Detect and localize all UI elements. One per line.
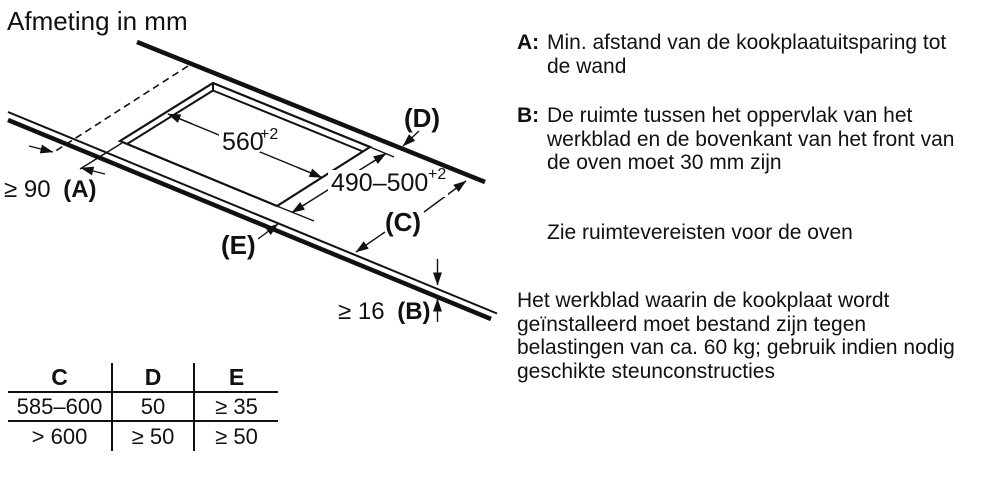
dim-490-extension-bottom [278, 207, 314, 222]
dim-a-value: ≥ 90 [4, 176, 51, 203]
note-a-label: A: [517, 31, 540, 54]
table-cell-r2-c: > 600 [8, 422, 113, 451]
dim-560-arrow-left [168, 114, 192, 124]
dim-b-value: ≥ 16 [338, 298, 385, 325]
label-c-arrow-down [356, 232, 385, 252]
note-b-label: B: [517, 104, 540, 127]
dim-b-label: (B) [397, 298, 431, 325]
label-d-text: (D) [404, 103, 441, 133]
dim-a-text [4, 176, 97, 203]
spec-table [8, 363, 278, 451]
dim-490-arrow-top [372, 154, 386, 163]
dim-a-arrow-left [29, 146, 53, 152]
table-cell-r2-d: ≥ 50 [113, 422, 195, 451]
note-a [517, 31, 955, 78]
dim-a-arrow-right [81, 168, 105, 174]
dim-560-arrow-right [298, 168, 322, 178]
label-d-arrow [403, 131, 419, 146]
table-header-e: E [195, 363, 278, 393]
table-cell-r1-d: 50 [113, 393, 195, 422]
page-title: Afmeting in mm [7, 6, 188, 36]
dim-560-text: 560 [222, 128, 264, 156]
dim-490-arrow-bottom [292, 204, 306, 213]
label-e-text: (E) [221, 230, 256, 260]
table-cell-r1-c: 585–600 [8, 393, 113, 422]
note-a-text: Min. afstand van de kookplaatuitsparing tot de wand [547, 31, 947, 78]
table-header-d: D [113, 363, 195, 393]
dim-560-sup: +2 [260, 126, 279, 143]
label-c-text: (C) [385, 207, 422, 237]
table-cell-r1-e: ≥ 35 [195, 393, 278, 422]
table-header-c: C [8, 363, 113, 393]
note-see-oven: Zie ruimtevereisten voor de oven [547, 221, 853, 244]
dim-b-text [338, 298, 431, 325]
note-b [517, 104, 955, 175]
cutout-inner-edge-left [127, 91, 213, 145]
table-cell-r2-e: ≥ 50 [215, 423, 258, 449]
note-load-capacity: Het werkblad waarin de kookplaat wordt geïnstalleerd moet bestand zijn tegen belastingen van ca. 60 kg; gebruik indien nodig geschikte steunconstructies [517, 289, 955, 383]
dim-a-label: (A) [63, 176, 97, 203]
note-b-text: De ruimte tussen het oppervlak van het werkblad en de bovenkant van het front van de oven moet 30 mm zijn [547, 104, 955, 174]
dim-490-text: 490–500 [331, 169, 429, 197]
dim-490-sup: +2 [428, 166, 447, 183]
